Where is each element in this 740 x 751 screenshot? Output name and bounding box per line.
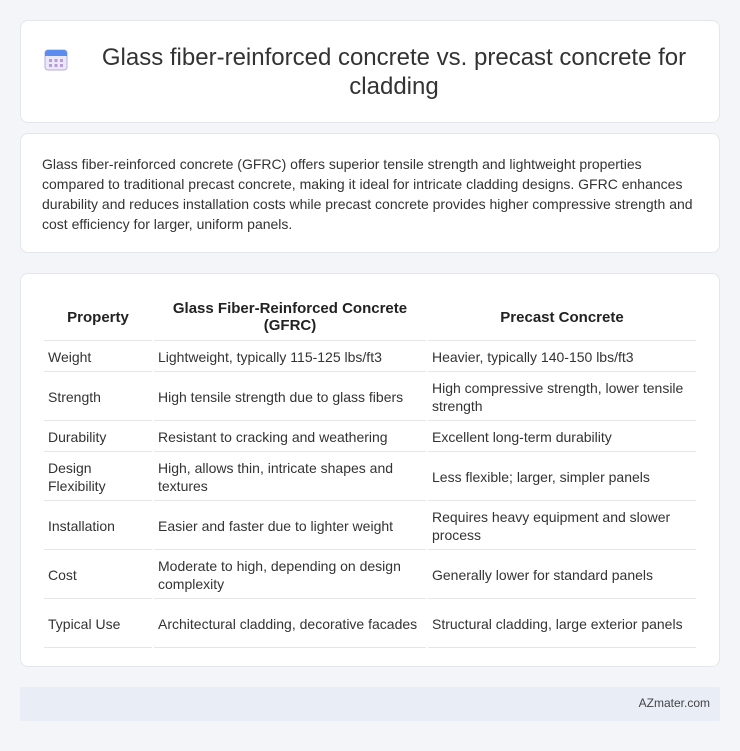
- title-card: [20, 20, 720, 123]
- calendar-icon: [41, 44, 71, 74]
- header-property: Property: [44, 294, 152, 341]
- intro-paragraph: Glass fiber-reinforced concrete (GFRC) offers superior tensile strength and lightweight properties compared to traditional precast concrete, making it ideal for intricate cladding designs. GFRC enhances durability and reduces installation costs while precast concrete provides higher compressive strength and cost efficiency for larger, uniform panels.: [42, 156, 693, 232]
- table-row: [44, 601, 696, 648]
- table-row: [44, 374, 696, 421]
- precast-cell: Excellent long-term durability: [428, 423, 696, 452]
- property-cell: Strength: [44, 374, 152, 421]
- precast-cell: High compressive strength, lower tensile strength: [428, 374, 696, 421]
- property-cell: Durability: [44, 423, 152, 452]
- table-header-row: [44, 294, 696, 341]
- header-gfrc: Glass Fiber-Reinforced Concrete (GFRC): [154, 294, 426, 341]
- page-title: Glass fiber-reinforced concrete vs. precast concrete for cladding: [101, 43, 687, 100]
- comparison-table: [42, 292, 698, 650]
- precast-cell: Less flexible; larger, simpler panels: [428, 454, 696, 501]
- property-cell: Typical Use: [44, 601, 152, 648]
- footer: [20, 687, 720, 721]
- gfrc-cell: Resistant to cracking and weathering: [154, 423, 426, 452]
- table-row: [44, 423, 696, 452]
- gfrc-cell: Lightweight, typically 115-125 lbs/ft3: [154, 343, 426, 372]
- table-row: [44, 503, 696, 550]
- property-cell: Installation: [44, 503, 152, 550]
- gfrc-cell: Moderate to high, depending on design complexity: [154, 552, 426, 599]
- table-row: [44, 343, 696, 372]
- gfrc-cell: Architectural cladding, decorative facades: [154, 601, 426, 648]
- intro-card: [20, 133, 720, 253]
- gfrc-cell: High, allows thin, intricate shapes and textures: [154, 454, 426, 501]
- table-row: [44, 454, 696, 501]
- property-cell: Design Flexibility: [44, 454, 152, 501]
- comparison-table-card: [20, 273, 720, 667]
- precast-cell: Generally lower for standard panels: [428, 552, 696, 599]
- table-row: [44, 552, 696, 599]
- precast-cell: Structural cladding, large exterior panels: [428, 601, 696, 648]
- gfrc-cell: High tensile strength due to glass fibers: [154, 374, 426, 421]
- gfrc-cell: Easier and faster due to lighter weight: [154, 503, 426, 550]
- property-cell: Cost: [44, 552, 152, 599]
- property-cell: Weight: [44, 343, 152, 372]
- precast-cell: Heavier, typically 140-150 lbs/ft3: [428, 343, 696, 372]
- header-precast: Precast Concrete: [428, 294, 696, 341]
- footer-site-link[interactable]: AZmater.com: [638, 696, 710, 710]
- precast-cell: Requires heavy equipment and slower process: [428, 503, 696, 550]
- title-wrap: [21, 21, 719, 122]
